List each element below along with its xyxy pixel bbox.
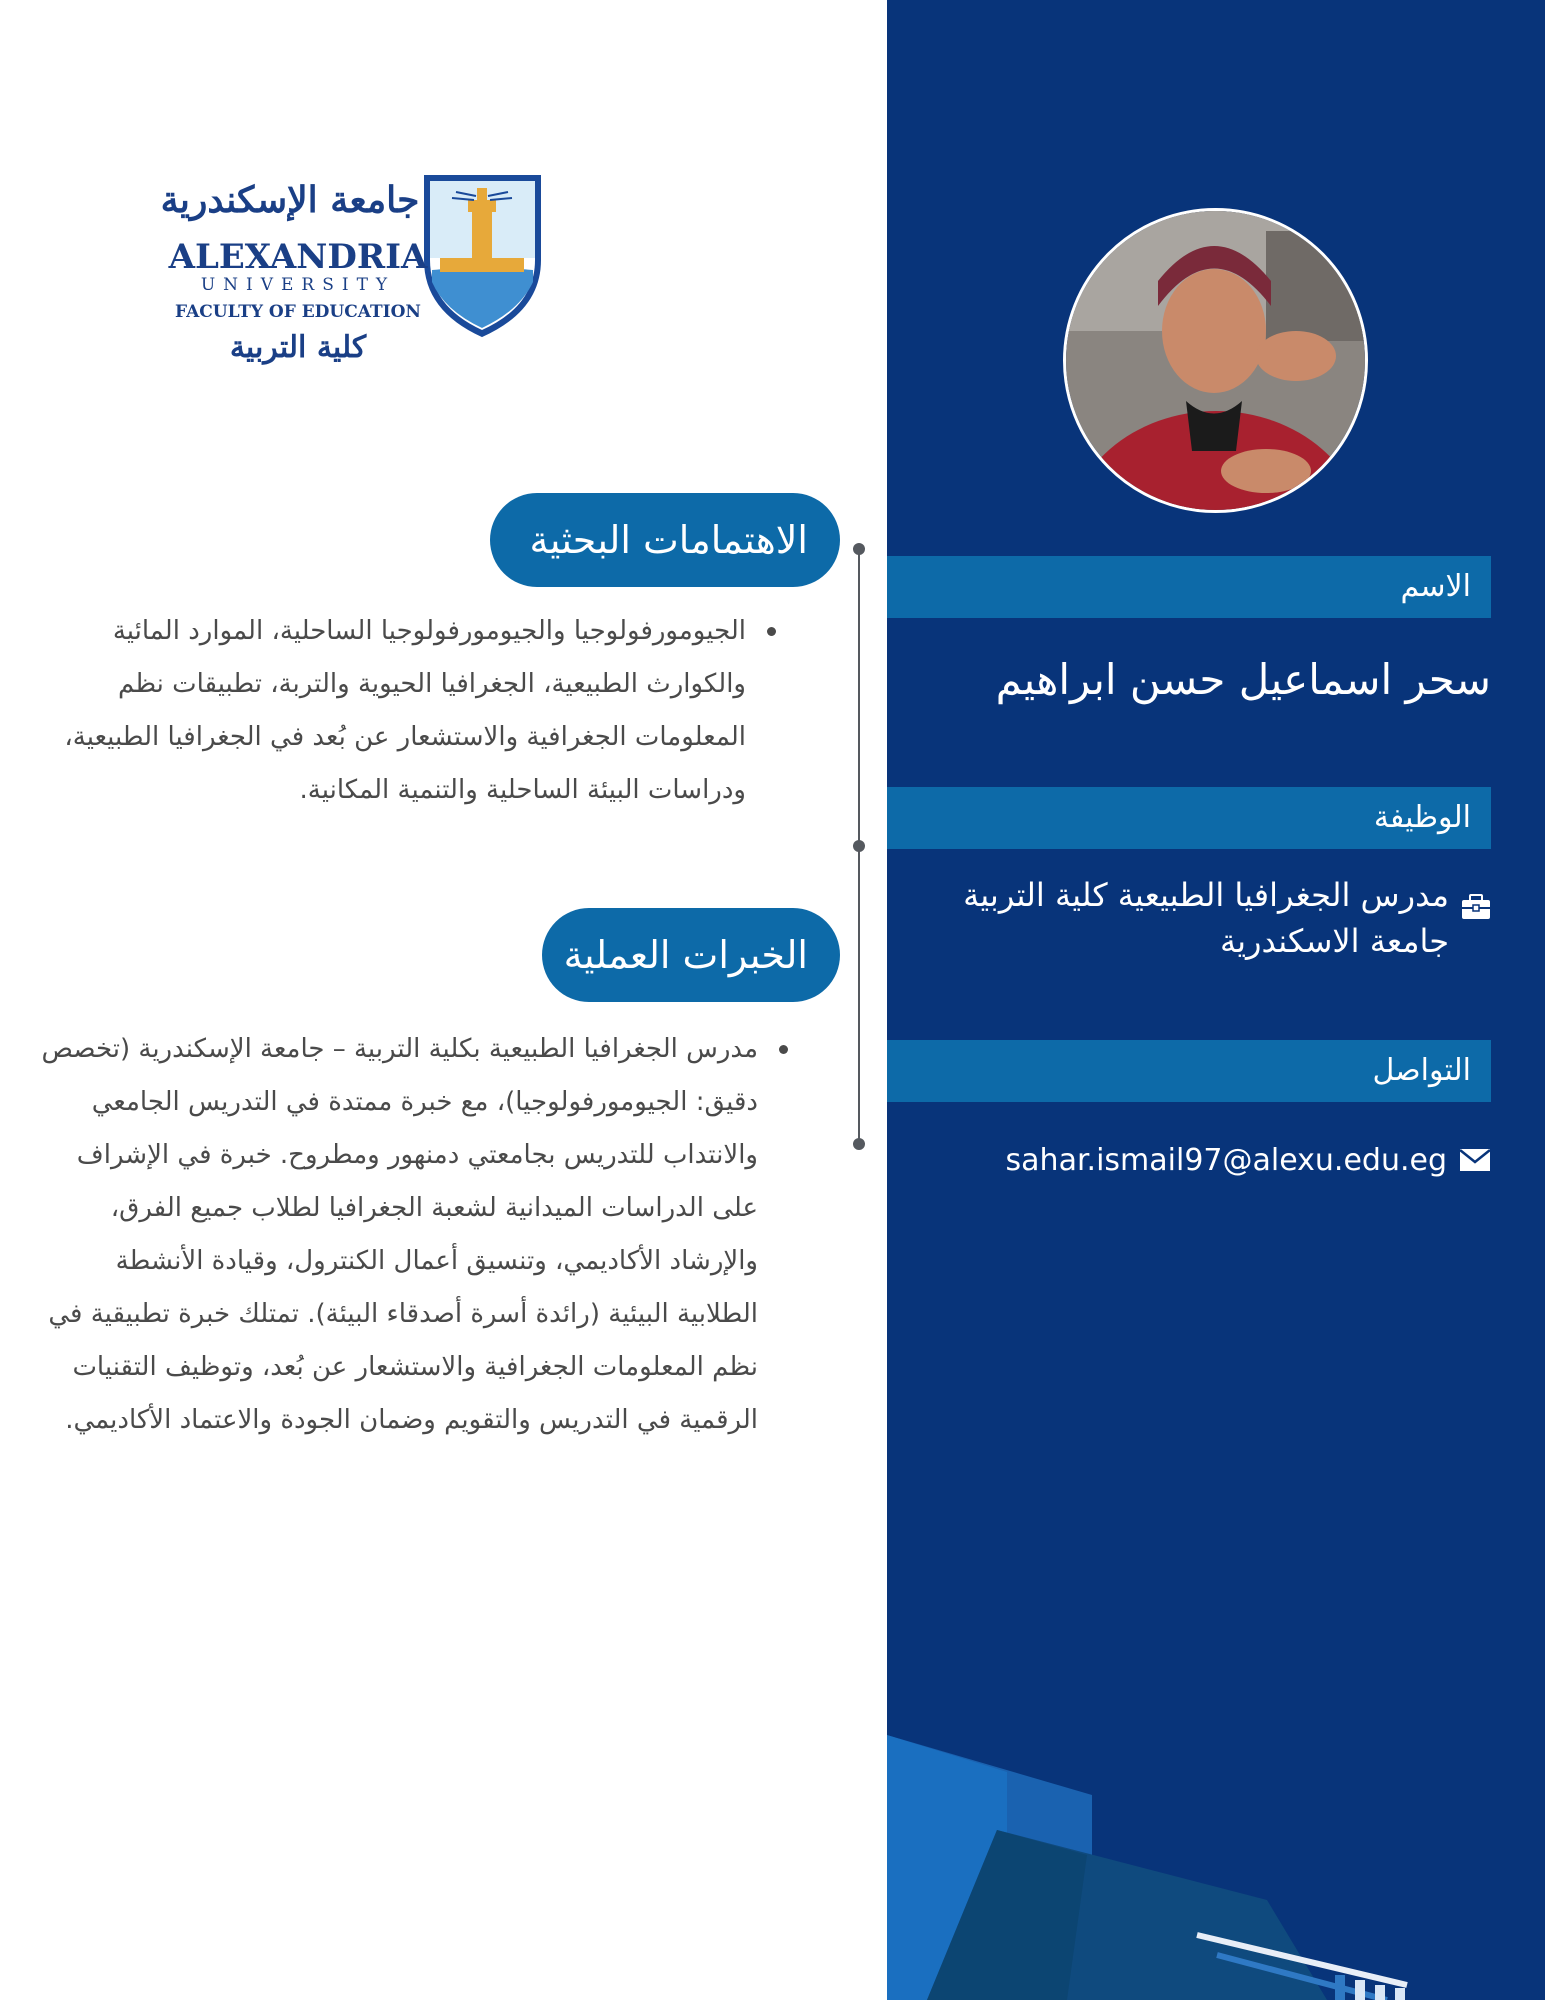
email-row	[1006, 1135, 1491, 1185]
experience-list	[40, 1023, 794, 1447]
profile-photo	[1063, 208, 1368, 513]
job-title: مدرس الجغرافيا الطبيعية كلية التربية جامعة الاسكندرية	[963, 876, 1449, 960]
logo-arabic-faculty: كلية التربية	[229, 330, 367, 365]
list-item: الجيومورفولوجيا والجيومورفولوجيا الساحلية، الموارد المائية والكوارث الطبيعية، الجغرافيا الحيوية والتربة، تطبيقات نظم المعلومات الجغرافية والاستشعار عن بُعد في الجغرافيا الطبيعية، ودراسات البيئة الساحلية والتنمية المكانية.	[22, 605, 746, 817]
name-label: الاسم	[887, 556, 1491, 618]
portrait-image	[1066, 211, 1368, 513]
contact-label: التواصل	[887, 1040, 1491, 1102]
job-label: الوظيفة	[887, 787, 1491, 849]
email-link[interactable]: sahar.ismail97@alexu.edu.eg	[1005, 1142, 1447, 1178]
profile-sidebar	[887, 0, 1545, 2000]
experience-section-title: الخبرات العملية	[542, 908, 840, 1002]
experience-body	[40, 1023, 794, 1447]
research-section-title: الاهتمامات البحثية	[490, 493, 840, 587]
timeline-dot	[853, 1138, 865, 1150]
timeline-dot	[853, 840, 865, 852]
logo-english-faculty: FACULTY OF EDUCATION	[175, 302, 421, 322]
research-list	[22, 605, 782, 817]
list-item: مدرس الجغرافيا الطبيعية بكلية التربية – جامعة الإسكندرية (تخصص دقيق: الجيومورفولوجيا)، مع خبرة ممتدة في التدريس الجامعي والانتداب للتدريس بجامعتي دمنهور ومطروح. خبرة في الإشراف على الدراسات الميدانية لشعبة الجغرافيا لطلاب جميع الفرق، والإرشاد الأكاديمي، وتنسيق أعمال الكنترول، وقيادة الأنشطة الطلابية البيئية (رائدة أسرة أصدقاء البيئة). تمتلك خبرة تطبيقية في نظم المعلومات الجغرافية والاستشعار عن بُعد، وتوظيف التقنيات الرقمية في التدريس والتقويم وضمان الجودة والاعتماد الأكاديمي.	[40, 1023, 758, 1447]
profile-name: سحر اسماعيل حسن ابراهيم	[995, 655, 1491, 704]
briefcase-icon	[1461, 894, 1491, 920]
lighthouse-shield-icon	[425, 176, 540, 336]
logo-english-university: ALEXANDRIA	[168, 237, 428, 277]
envelope-icon	[1459, 1148, 1491, 1172]
logo-graphic	[160, 170, 550, 370]
job-row	[931, 872, 1491, 964]
research-body	[22, 605, 782, 817]
logo-arabic-university: جامعة الإسكندرية	[160, 179, 420, 221]
logo-english-university-sub: UNIVERSITY	[200, 275, 396, 295]
university-logo	[160, 170, 550, 370]
timeline-dot	[853, 543, 865, 555]
